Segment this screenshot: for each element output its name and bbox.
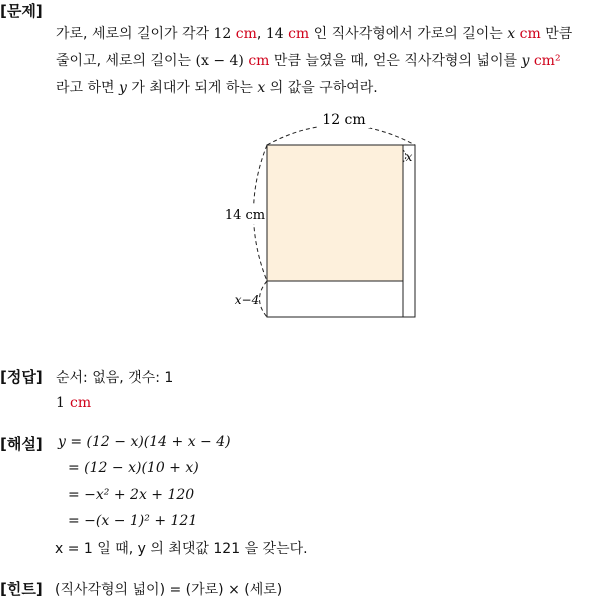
solution-line-3: = −x² + 2x + 120 [68,487,195,503]
answer-line-1: 순서: 없음, 갯수: 1 [56,370,174,386]
side-label: x [405,150,413,164]
top-label: 12 cm [322,112,366,128]
problem-line-1: 가로, 세로의 길이가 각각 12 cm, 14 cm 인 직사각형에서 가로의 길이는 x cm 만큼 [56,26,573,42]
answer-value-line: 1 cm [56,395,92,411]
bottom-brace-arc [260,281,268,317]
problem-line-3: 라고 하면 y 가 최대가 되게 하는 x 의 값을 구하여라. [56,80,378,96]
hint-text: (직사각형의 넓이) = (가로) × (세로) [55,582,283,598]
solution-line-4: = −(x − 1)² + 121 [68,513,198,529]
answer-label: [정답] [0,368,43,386]
solution-line-1: y = (12 − x)(14 + x − 4) [58,434,231,450]
shaded-rectangle [267,145,403,281]
problem-label: [문제] [0,2,43,20]
solution-line-2: = (12 − x)(10 + x) [68,460,199,476]
solution-label: [해설] [0,435,43,453]
hint-label: [힌트] [0,580,43,598]
solution-conclusion: x = 1 일 때, y 의 최댓값 121 을 갖는다. [55,541,308,557]
bottom-label: x−4 [234,293,260,307]
left-label: 14 cm [224,208,266,223]
problem-line-2: 줄이고, 세로의 길이는 (x − 4) cm 만큼 늘였을 때, 얻은 직사각형의 넓이를 y cm² [56,53,561,69]
